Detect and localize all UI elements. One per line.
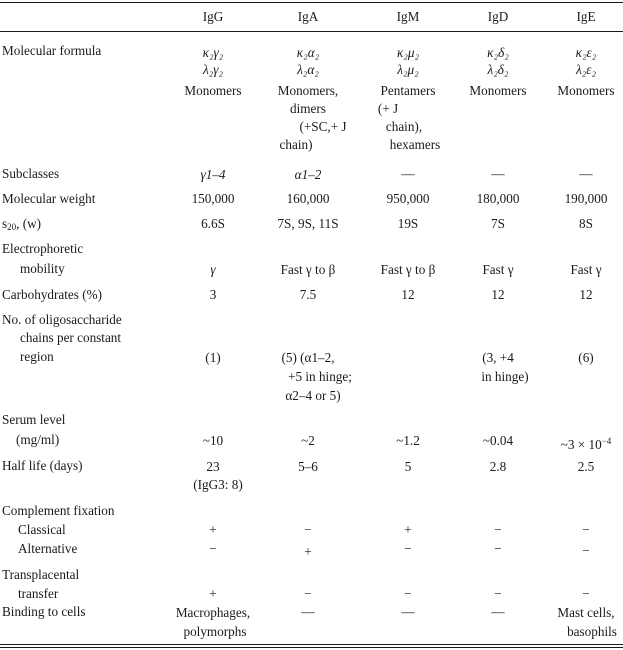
row-label-line-1: Serum level	[2, 412, 66, 427]
row-label: Complement fixation	[2, 503, 115, 518]
igg-formula-lambda: λ₂γ₂	[202, 62, 224, 77]
igg-alternative: −	[209, 541, 217, 556]
igg-serum: ~10	[202, 433, 224, 448]
igm-form-2: (+ J	[377, 101, 399, 116]
igd-half-life: 2.8	[489, 459, 507, 474]
ige-serum: ~3 × $10^{-4}$	[560, 436, 612, 452]
igg-carbohydrates: 3	[209, 287, 217, 302]
igg-transplacental: +	[209, 586, 217, 601]
ige-subclasses: —	[579, 166, 593, 181]
col-header-ige: IgE	[576, 9, 596, 24]
igm-subclasses: —	[401, 166, 415, 181]
iga-form-2: dimers	[290, 101, 326, 116]
igm-mobility: Fast γ to β	[380, 262, 436, 277]
igm-form-1: Pentamers	[380, 83, 436, 98]
iga-serum: ~2	[301, 433, 315, 448]
row-label: Binding to cells	[2, 604, 86, 619]
row-label-line-1: No. of oligosaccharide	[2, 312, 122, 327]
igm-half-life: 5	[404, 459, 412, 474]
igd-classical: −	[494, 522, 502, 537]
iga-form-3: (+SC,+ J	[299, 119, 347, 134]
row-label-line-2: chains per constant	[20, 330, 122, 345]
row-label-line-1: Electrophoretic	[2, 241, 84, 256]
col-header-iga: IgA	[297, 9, 319, 24]
iga-transplacental: −	[304, 586, 312, 601]
igg-half-life: 23	[206, 459, 220, 474]
igd-formula-lambda: λ₂δ₂	[487, 62, 509, 77]
igm-transplacental: −	[404, 586, 412, 601]
iga-mobility: Fast γ to β	[280, 262, 336, 277]
igg-s20: 6.6S	[201, 216, 225, 231]
igm-alternative: −	[404, 541, 412, 556]
iga-formula-lambda: λ₂α₂	[297, 62, 319, 77]
ige-formula-lambda: λ₂ε₂	[575, 62, 597, 77]
igd-binding: —	[491, 604, 505, 619]
ige-classical: −	[582, 522, 590, 537]
igg-half-life-note: (IgG3: 8)	[193, 477, 243, 492]
ige-transplacental: −	[582, 586, 590, 601]
igm-form-3: chain),	[385, 119, 423, 134]
ige-half-life: 2.5	[577, 459, 595, 474]
row-label-classical: Classical	[18, 522, 66, 537]
igm-formula-lambda: λ₂μ₂	[397, 62, 419, 77]
igd-formula-kappa: κ₂δ₂	[487, 45, 509, 60]
igg-classical: +	[209, 522, 217, 537]
row-label: Molecular weight	[2, 191, 96, 206]
igd-oligo-1: (3, +4	[482, 350, 514, 365]
ige-mw: 190,000	[564, 191, 608, 206]
igg-binding-2: polymorphs	[183, 624, 247, 639]
row-label: Molecular formula	[2, 43, 102, 58]
iga-oligo-3: α2–4 or 5)	[285, 388, 341, 403]
iga-form-1: Monomers,	[277, 83, 339, 98]
row-label-line-2: transfer	[18, 586, 59, 601]
igg-mobility: γ	[210, 262, 216, 277]
col-header-igd: IgD	[487, 9, 509, 24]
igg-form: Monomers	[184, 83, 242, 98]
header-rule	[0, 31, 623, 32]
igd-oligo-2: in hinge)	[481, 369, 529, 384]
igd-serum: ~0.04	[482, 433, 514, 448]
bottom-rule-1	[0, 644, 623, 645]
igm-mw: 950,000	[386, 191, 430, 206]
iga-s20: 7S, 9S, 11S	[277, 216, 339, 231]
igd-form: Monomers	[469, 83, 527, 98]
row-label-line-2: (mg/ml)	[16, 432, 60, 447]
bottom-rule-2	[0, 647, 623, 648]
igg-formula-kappa: κ₂γ₂	[202, 45, 224, 60]
iga-subclasses: α1–2	[294, 167, 322, 182]
iga-half-life: 5–6	[298, 459, 318, 474]
igm-classical: +	[404, 522, 412, 537]
row-label: Subclasses	[2, 166, 60, 181]
top-rule	[0, 2, 623, 3]
igm-form-4: hexamers	[389, 137, 441, 152]
row-label: Carbohydrates (%)	[2, 287, 102, 302]
igd-transplacental: −	[494, 586, 502, 601]
ige-binding-2: basophils	[567, 624, 617, 639]
igm-carbohydrates: 12	[401, 287, 415, 302]
ige-formula-kappa: κ₂ε₂	[575, 45, 597, 60]
ige-s20: 8S	[579, 216, 593, 231]
ige-form: Monomers	[557, 83, 615, 98]
igm-formula-kappa: κ₂μ₂	[396, 45, 420, 60]
igd-carbohydrates: 12	[491, 287, 505, 302]
igm-serum: ~1.2	[396, 433, 420, 448]
iga-oligo-2: +5 in hinge;	[288, 369, 352, 384]
igd-s20: 7S	[491, 216, 505, 231]
row-label-line-1: Transplacental	[2, 567, 80, 582]
igg-binding-1: Macrophages,	[175, 605, 251, 620]
col-header-igg: IgG	[202, 9, 224, 24]
iga-oligo-1: (5) (α1–2,	[281, 350, 335, 365]
iga-binding: —	[301, 604, 315, 619]
row-label-alternative: Alternative	[18, 541, 78, 556]
iga-formula-kappa: κ₂α₂	[296, 45, 320, 60]
ige-alternative: −	[582, 543, 590, 558]
igd-mobility: Fast γ	[482, 262, 514, 277]
igg-subclasses: γ1–4	[200, 167, 226, 182]
col-header-igm: IgM	[396, 9, 420, 24]
igd-subclasses: —	[491, 166, 505, 181]
ige-mobility: Fast γ	[570, 262, 602, 277]
iga-form-4: chain)	[279, 137, 313, 152]
igd-alternative: −	[494, 541, 502, 556]
iga-classical: −	[304, 522, 312, 537]
iga-mw: 160,000	[286, 191, 330, 206]
row-label: $s_{20}$, (w)	[2, 216, 42, 232]
row-label-line-2: mobility	[20, 261, 65, 276]
igm-s20: 19S	[397, 216, 419, 231]
igm-binding: —	[401, 604, 415, 619]
row-label-line-3: region	[20, 349, 54, 364]
ige-binding-1: Mast cells,	[557, 605, 615, 620]
ige-oligo: (6)	[578, 350, 594, 365]
iga-carbohydrates: 7.5	[299, 287, 317, 302]
iga-alternative: +	[304, 544, 312, 559]
ige-carbohydrates: 12	[579, 287, 593, 302]
igg-mw: 150,000	[191, 191, 235, 206]
row-label: Half life (days)	[2, 458, 83, 473]
igg-oligo: (1)	[205, 350, 221, 365]
igd-mw: 180,000	[476, 191, 520, 206]
